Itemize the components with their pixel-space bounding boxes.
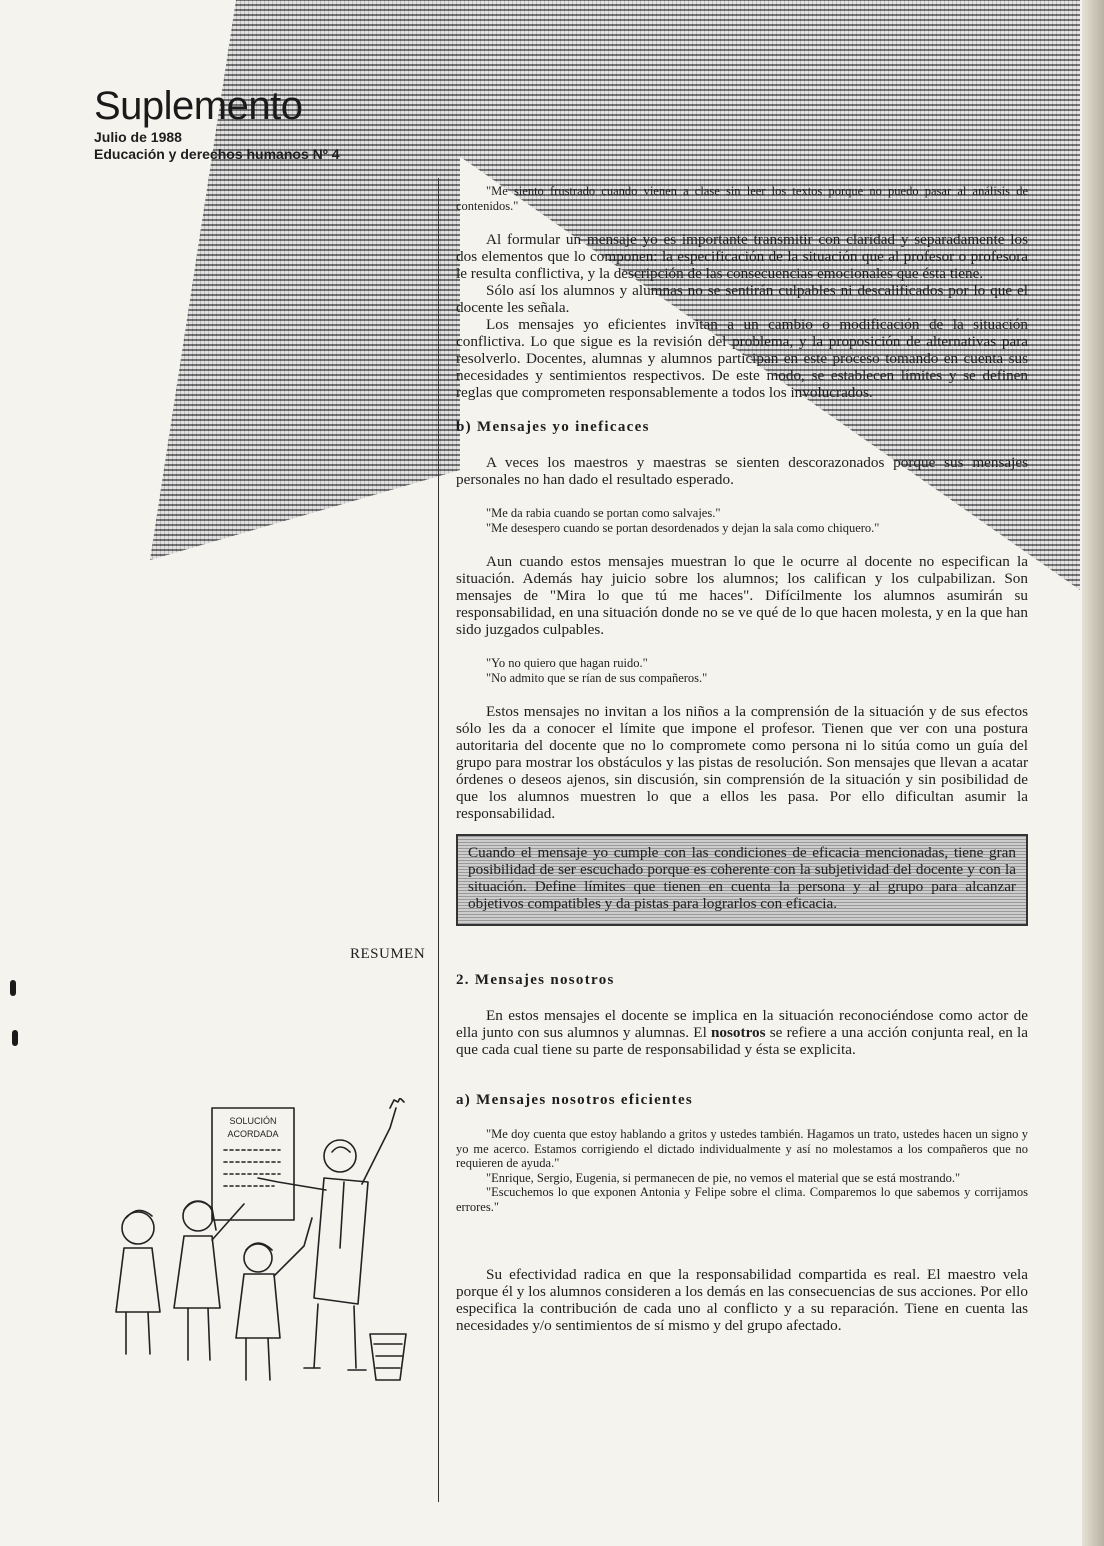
quote: "Me desespero cuando se portan desordenados y dejan la sala como chiquero." [486,520,880,535]
quote: "No admito que se rían de sus compañeros." [486,670,708,685]
summary-text: Cuando el mensaje yo cumple con las condiciones de eficacia mencionadas, tiene gran posibilidad de ser escuchado porque es coherente con la subjetividad del docente y con la situación. Define límites que tienen en cuenta la persona y al grupo para alcanzar objetivos compatibles y da pistas para lograrlos con eficacia. [468,844,1016,912]
masthead [94,84,340,163]
binding-hole [10,980,16,996]
quote: "Me da rabia cuando se portan como salvajes." [486,506,721,520]
section-heading-2: 2. Mensajes nosotros [456,972,615,988]
summary-box [456,834,1028,926]
paragraph: Los mensajes yo eficientes invitan a un cambio o modificación de la situación conflictiva. Lo que sigue es la revisión del problema, y la proposición de alternativas para resolverlo. Docentes, alumnas y alumnos participan en este proceso tomando en cuenta sus necesidades y sentimientos respectivos. De este modo, se establecen límites y se definen reglas que comprometen responsablemente a todos los involucrados. [456,316,1028,401]
resumen-label: RESUMEN [350,946,426,962]
sign-text-line1: SOLUCIÓN [229,1116,277,1126]
classroom-illustration [108,1098,420,1390]
issue-series: Educación y derechos humanos Nº 4 [94,146,340,162]
paragraph: Su efectividad radica en que la responsabilidad compartida es real. El maestro vela porque él y los alumnos consideren a los demás en las consecuencias de sus acciones. Por ello especifica la contribución de cada uno al conflicto y a su reparación. Tiene en cuenta las necesidades y/o sentimientos de sí mismo y del grupo afectado. [456,1266,1028,1334]
masthead-title: Suplemento [94,84,303,128]
quote: "Escuchemos lo que exponen Antonia y Felipe sobre el clima. Comparemos lo que sabemos y corrijamos errores." [456,1185,1028,1214]
article-body [456,184,1028,1334]
quote: "Me doy cuenta que estoy hablando a gritos y ustedes también. Hagamos un trato, ustedes hacen un signo y yo me acerco. Estamos corrigiendo el dictado individualmente y así no molestamos a los compañeros que no requieren de ayuda." [456,1127,1028,1170]
quote: "Enrique, Sergio, Eugenia, si permanecen de pie, no vemos el material que se está mostrando." [486,1170,961,1185]
quote: "Yo no quiero que hagan ruido." [486,656,648,670]
paragraph: A veces los maestros y maestras se sienten descorazonados porque sus mensajes personales no han dado el resultado esperado. [456,454,1028,488]
paragraph: Aun cuando estos mensajes muestran lo que le ocurre al docente no especifican la situación. Además hay juicio sobre los alumnos; los califican y los culpabilizan. Son mensajes de "Mira lo que tú me haces". Difícilmente los alumnos asumirán su responsabilidad, en una situación donde no se ve qué de lo que hacen molesta, y en la que han sido juzgados culpables. [456,553,1028,638]
emphasis: nosotros [710,1024,766,1041]
sign-text-line2: ACORDADA [227,1129,279,1139]
binding-hole [12,1030,18,1046]
quote: "Me siento frustrado cuando vienen a clase sin leer los textos porque no puedo pasar al análisis de contenidos." [456,184,1028,213]
paragraph [456,1007,1028,1058]
paragraph-text: En estos mensajes el docente se implica en la situación reconociéndose como actor de ella junto con sus alumnos y alumnas. El [456,1007,1028,1041]
page-edge [1082,0,1104,1546]
paragraph: Estos mensajes no invitan a los niños a la comprensión de la situación y de sus efectos sólo les da a conocer el límite que impone el profesor. Tienen que ver con una postura autoritaria del docente que no lo compromete como persona ni lo sitúa como un guía del grupo para mostrar los obstáculos y las pistas de resolución. Son mensajes que llevan a acatar órdenes o deseos ajenos, sin discusión, sin comprensión de la situación y sin posibilidad de que los alumnos muestren lo que a ellos les pasa. Por ello dificultan asumir la responsabilidad. [456,703,1028,822]
paragraph: Al formular un mensaje yo es importante transmitir con claridad y separadamente los dos elementos que lo componen: la especificación de la situación que al profesor o profesora le resulta conflictiva, y la descripción de las consecuencias emocionales que ésta tiene. [456,231,1028,282]
column-divider [438,178,439,1502]
section-heading-b: b) Mensajes yo ineficaces [456,419,650,435]
section-heading-a: a) Mensajes nosotros eficientes [456,1092,694,1108]
issue-date: Julio de 1988 [94,129,182,145]
paragraph: Sólo así los alumnos y alumnas no se sentirán culpables ni descalificados por lo que el docente les señala. [456,282,1028,316]
paragraph-text: se refiere a una acción conjunta real, en la que cada cual tiene su parte de responsabilidad y ésta se explicita. [456,1024,1028,1058]
